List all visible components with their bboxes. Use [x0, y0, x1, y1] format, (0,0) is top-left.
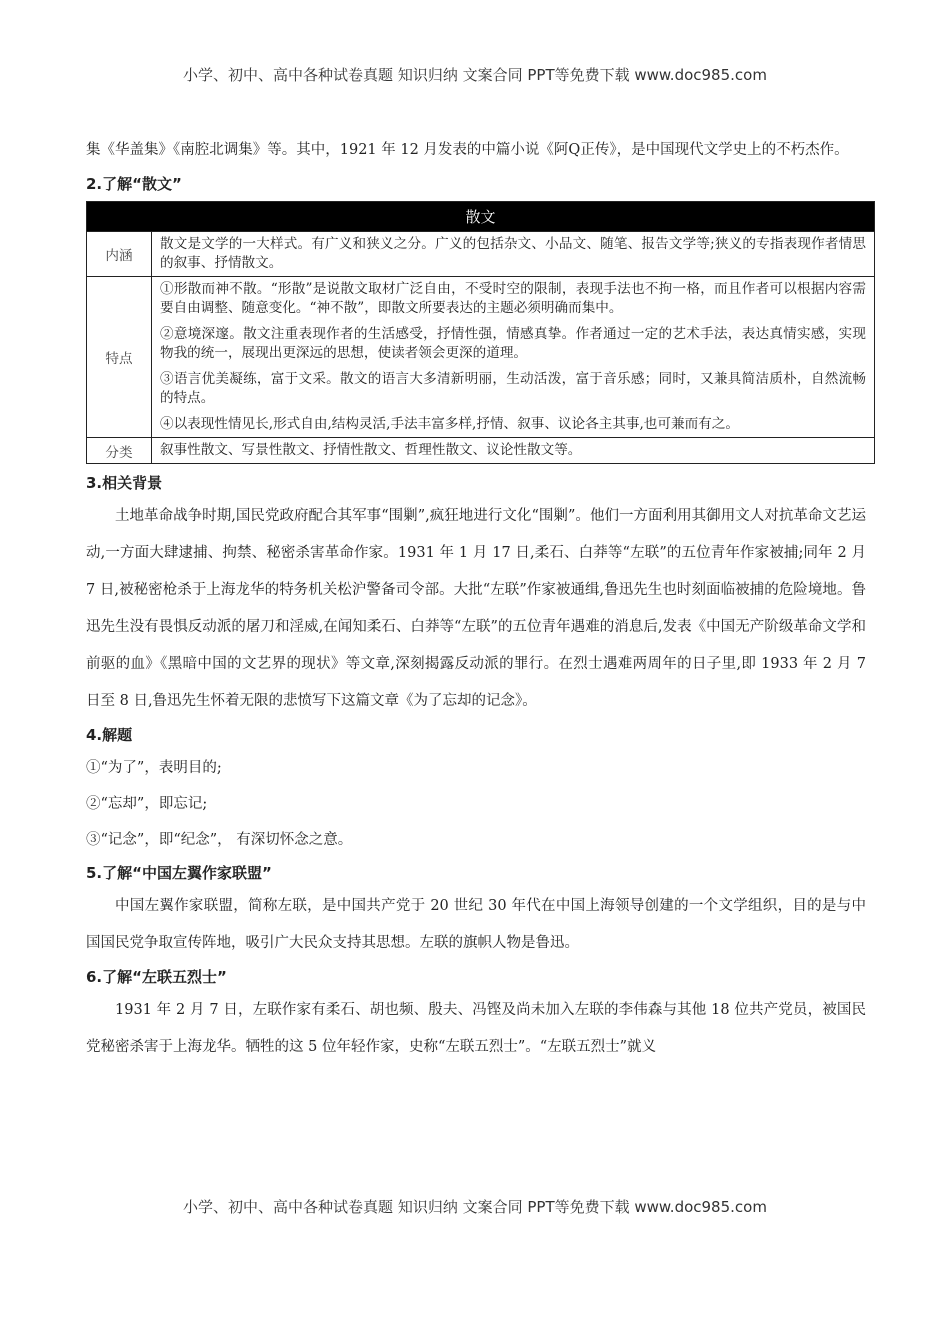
row-content	[152, 277, 875, 438]
feature-1: ①形散而神不散。“形散”是说散文取材广泛自由，不受时空的限制，表现手法也不拘一格，而且作者可以根据内容需要自由调整、随意变化。“神不散”，即散文所要表达的主题必须明确而集中。	[160, 281, 866, 316]
background-paragraph: 土地革命战争时期,国民党政府配合其军事“围剿”,疯狂地进行文化“围剿”。他们一方面利用其御用文人对抗革命文艺运动,一方面大肆逮捕、拘禁、秘密杀害革命作家。1931 年 1 月 17 日,柔石、白莽等“左联”的五位青年作家被捕;同年 2 月 7 日,被秘密枪杀于上海龙华的特务机关松沪警备司令部。大批“左联”作家被通缉,鲁迅先生也时刻面临被捕的危险境地。鲁迅先生没有畏惧反动派的屠刀和淫威,在闻知柔石、白莽等“左联”的五位青年遇难的消息后,发表《中国无产阶级革命文学和前驱的血》《黑暗中国的文艺界的现状》等文章,深刻揭露反动派的罪行。在烈士遇难两周年的日子里,即 1933 年 2 月 7 日至 8 日,鲁迅先生怀着无限的悲愤写下这篇文章《为了忘却的记念》。	[86, 508, 866, 709]
row-text: 散文是文学的一大样式。有广义和狭义之分。广义的包括杂文、小品文、随笔、报告文学等;狭义的专指表现作者情思的叙事、抒情散文。	[160, 236, 866, 271]
row-label: 内涵	[87, 232, 152, 277]
page-footer: 小学、初中、高中各种试卷真题 知识归纳 文案合同 PPT等免费下载 www.doc985.com	[183, 1198, 767, 1216]
feature-2: ②意境深邃。散文注重表现作者的生活感受，抒情性强，情感真挚。作者通过一定的艺术手法，表达真情实感，实现物我的统一，展现出更深远的思想，使读者领会更深的道理。	[160, 326, 866, 361]
title-explanation-2: ②“忘却”，即忘记;	[86, 796, 208, 812]
page-header: 小学、初中、高中各种试卷真题 知识归纳 文案合同 PPT等免费下载 www.doc985.com	[183, 66, 767, 84]
martyrs-paragraph: 1931 年 2 月 7 日，左联作家有柔石、胡也频、殷夫、冯铿及尚未加入左联的李伟森与其他 18 位共产党员，被国民党秘密杀害于上海龙华。牺牲的这 5 位年轻作家，史称“左联五烈士”。“左联五烈士”就义	[86, 1002, 866, 1055]
prose-table	[86, 201, 875, 464]
row-label: 分类	[87, 438, 152, 464]
row-content	[152, 438, 875, 464]
title-explanation-3: ③“记念”，即“纪念”， 有深切怀念之意。	[86, 832, 353, 848]
table-title: 散文	[87, 202, 875, 232]
table-row	[87, 232, 875, 277]
document-body	[86, 132, 866, 1066]
feature-3: ③语言优美凝练，富于文采。散文的语言大多清新明丽，生动活泼，富于音乐感；同时，又兼具简洁质朴，自然流畅的特点。	[160, 371, 866, 406]
section-2-heading: 2.了解“散文”	[86, 175, 182, 193]
intro-paragraph: 集《华盖集》《南腔北调集》等。其中，1921 年 12 月发表的中篇小说《阿Q正传》，是中国现代文学史上的不朽杰作。	[86, 142, 849, 158]
section-6-heading: 6.了解“左联五烈士”	[86, 968, 227, 986]
section-5-heading: 5.了解“中国左翼作家联盟”	[86, 864, 272, 882]
league-paragraph: 中国左翼作家联盟，简称左联，是中国共产党于 20 世纪 30 年代在中国上海领导创建的一个文学组织，目的是与中国国民党争取宣传阵地，吸引广大民众支持其思想。左联的旗帜人物是鲁迅。	[86, 898, 866, 951]
feature-4: ④以表现性情见长,形式自由,结构灵活,手法丰富多样,抒情、叙事、议论各主其事,也可兼而有之。	[160, 416, 739, 432]
table-row	[87, 277, 875, 438]
section-4-heading: 4.解题	[86, 726, 133, 744]
row-text: 叙事性散文、写景性散文、抒情性散文、哲理性散文、议论性散文等。	[160, 442, 582, 458]
row-label: 特点	[87, 277, 152, 438]
section-3-heading: 3.相关背景	[86, 474, 163, 492]
table-row	[87, 438, 875, 464]
row-content	[152, 232, 875, 277]
title-explanation-1: ①“为了”，表明目的;	[86, 760, 222, 776]
